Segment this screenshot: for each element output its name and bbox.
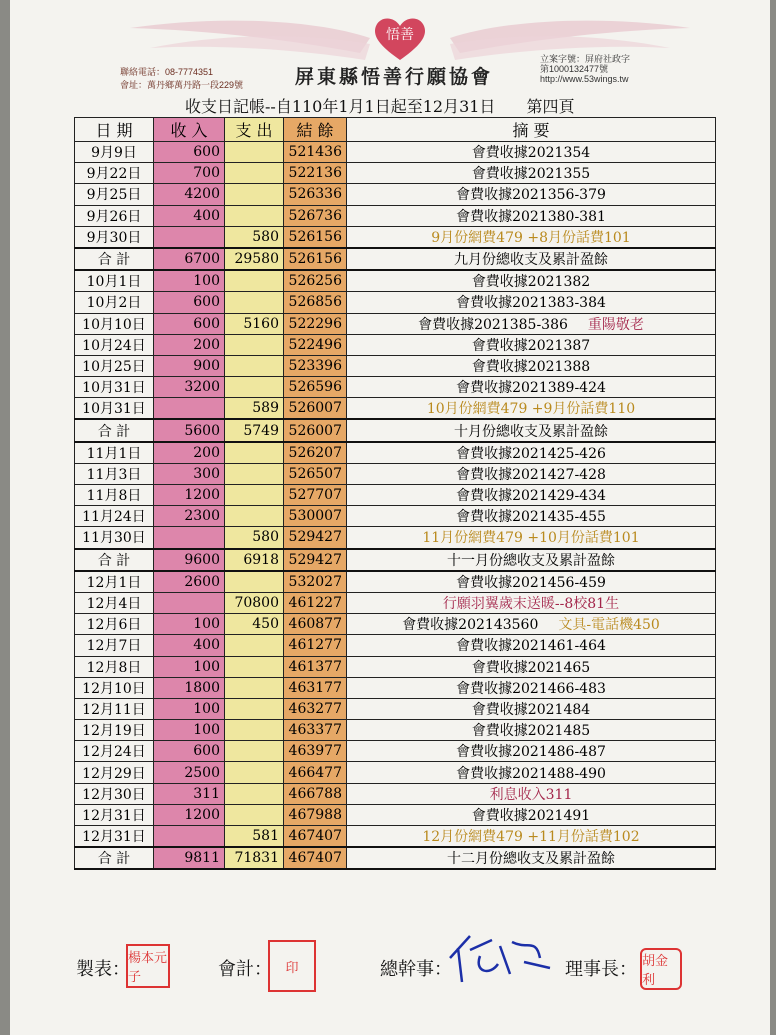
cell-date: 10月24日	[75, 334, 154, 355]
cell-memo	[347, 226, 716, 248]
cell-memo	[347, 762, 716, 783]
cell-balance: 526507	[284, 463, 347, 484]
cell-income: 600	[154, 142, 225, 163]
cell-income: 400	[154, 205, 225, 226]
accountant-label: 會計：	[218, 959, 272, 980]
logo-text: 悟善	[386, 27, 414, 43]
table-row	[75, 804, 716, 825]
cell-memo	[347, 826, 716, 848]
cell-income: 4200	[154, 184, 225, 205]
memo-note: 文具-電話機450	[558, 617, 660, 634]
ledger-table	[74, 117, 716, 870]
cell-balance: 532027	[284, 571, 347, 593]
cell-income: 600	[154, 313, 225, 334]
cell-date: 9月25日	[75, 184, 154, 205]
cell-date: 12月11日	[75, 698, 154, 719]
memo-text: 會費收據2021456-459	[456, 574, 606, 591]
cell-memo	[347, 419, 716, 441]
cell-income: 2500	[154, 762, 225, 783]
cell-expense: 581	[225, 826, 284, 848]
cell-balance: 527707	[284, 485, 347, 506]
cell-balance: 526156	[284, 248, 347, 270]
cell-expense: 6918	[225, 549, 284, 571]
contact-info	[120, 66, 243, 92]
cell-balance: 526007	[284, 419, 347, 441]
cell-date: 12月4日	[75, 592, 154, 613]
memo-text: 會費收據2021427-428	[456, 466, 606, 483]
cell-memo	[347, 163, 716, 184]
cell-balance: 522496	[284, 334, 347, 355]
cell-expense: 70800	[225, 592, 284, 613]
cell-date: 12月29日	[75, 762, 154, 783]
cell-date: 12月6日	[75, 614, 154, 635]
cell-date: 12月30日	[75, 783, 154, 804]
cell-date: 10月2日	[75, 292, 154, 313]
memo-text: 會費收據2021389-424	[456, 380, 606, 397]
cell-memo	[347, 635, 716, 656]
cell-memo	[347, 377, 716, 398]
cell-memo	[347, 847, 716, 869]
preparer-label: 製表：	[76, 959, 130, 980]
memo-text: 10月份網費479 +9月份話費110	[426, 401, 636, 418]
memo-text: 9月份網費479 +8月份話費101	[431, 229, 631, 246]
cell-income: 200	[154, 442, 225, 464]
memo-text: 會費收據2021383-384	[456, 295, 606, 312]
cell-memo	[347, 355, 716, 376]
table-row	[75, 506, 716, 527]
table-row	[75, 377, 716, 398]
header-balance: 結 餘	[284, 118, 347, 142]
cell-memo	[347, 656, 716, 677]
memo-text: 會費收據2021435-455	[456, 509, 606, 526]
table-row	[75, 527, 716, 549]
total-row	[75, 847, 716, 869]
cell-balance: 463977	[284, 741, 347, 762]
cell-memo	[347, 720, 716, 741]
cell-income: 1200	[154, 485, 225, 506]
cell-memo	[347, 270, 716, 292]
cell-expense	[225, 720, 284, 741]
memo-text: 會費收據2021382	[471, 274, 591, 291]
cell-balance: 526856	[284, 292, 347, 313]
cell-expense	[225, 355, 284, 376]
cell-balance: 467988	[284, 804, 347, 825]
cell-date: 12月31日	[75, 826, 154, 848]
cell-income	[154, 226, 225, 248]
cell-memo	[347, 184, 716, 205]
cell-memo	[347, 506, 716, 527]
cell-expense	[225, 463, 284, 484]
cell-memo	[347, 527, 716, 549]
cell-income: 3200	[154, 377, 225, 398]
table-row	[75, 355, 716, 376]
cell-date: 12月7日	[75, 635, 154, 656]
cell-income: 2300	[154, 506, 225, 527]
page-number: 第四頁	[526, 97, 575, 116]
cell-balance: 530007	[284, 506, 347, 527]
cell-expense	[225, 571, 284, 593]
cell-income: 100	[154, 614, 225, 635]
cell-expense	[225, 163, 284, 184]
table-row	[75, 783, 716, 804]
table-row	[75, 677, 716, 698]
chairman-label: 理事長：	[565, 959, 637, 980]
cell-expense	[225, 698, 284, 719]
cell-date: 合 計	[75, 549, 154, 571]
cell-expense	[225, 485, 284, 506]
table-row	[75, 485, 716, 506]
cell-expense	[225, 677, 284, 698]
cell-income: 100	[154, 698, 225, 719]
memo-text: 會費收據202143560	[402, 617, 539, 634]
memo-text: 會費收據2021380-381	[456, 208, 606, 225]
cell-balance: 526336	[284, 184, 347, 205]
cell-date: 合 計	[75, 847, 154, 869]
cell-memo	[347, 463, 716, 484]
table-row	[75, 184, 716, 205]
reg-line1: 立案字號：屏府社政字	[540, 54, 631, 64]
memo-text: 會費收據2021484	[471, 701, 591, 718]
cell-balance: 521436	[284, 142, 347, 163]
cell-income: 6700	[154, 248, 225, 270]
cell-date: 10月25日	[75, 355, 154, 376]
cell-income	[154, 527, 225, 549]
cell-income: 9600	[154, 549, 225, 571]
memo-text: 會費收據2021429-434	[456, 488, 606, 505]
cell-memo	[347, 614, 716, 635]
table-row	[75, 741, 716, 762]
cell-date: 12月24日	[75, 741, 154, 762]
cell-balance: 466477	[284, 762, 347, 783]
cell-date: 合 計	[75, 419, 154, 441]
cell-income: 100	[154, 656, 225, 677]
cell-memo	[347, 313, 716, 334]
address: 會址：萬丹鄉萬丹路一段229號	[120, 80, 244, 90]
cell-memo	[347, 248, 716, 270]
cell-expense	[225, 184, 284, 205]
org-name: 屏東縣悟善行願協會	[295, 66, 494, 88]
cell-income: 200	[154, 334, 225, 355]
cell-income	[154, 592, 225, 613]
cell-memo	[347, 142, 716, 163]
cell-expense: 580	[225, 527, 284, 549]
cell-expense	[225, 142, 284, 163]
cell-memo	[347, 571, 716, 593]
cell-expense	[225, 762, 284, 783]
cell-expense	[225, 783, 284, 804]
phone: 聯絡電話：08-7774351	[120, 67, 214, 77]
cell-balance: 526156	[284, 226, 347, 248]
memo-text: 會費收據2021486-487	[456, 744, 606, 761]
cell-memo	[347, 442, 716, 464]
cell-date: 11月3日	[75, 463, 154, 484]
cell-date: 12月10日	[75, 677, 154, 698]
cell-memo	[347, 205, 716, 226]
cell-income: 900	[154, 355, 225, 376]
header-memo: 摘 要	[347, 118, 716, 142]
memo-text: 會費收據2021461-464	[456, 638, 606, 655]
cell-income: 1200	[154, 804, 225, 825]
memo-text: 會費收據2021485	[471, 723, 591, 740]
cell-expense	[225, 377, 284, 398]
memo-text: 會費收據2021491	[471, 807, 591, 824]
cell-balance: 522136	[284, 163, 347, 184]
reg-line2: 第1000132477號	[540, 64, 609, 74]
cell-expense	[225, 205, 284, 226]
cell-expense	[225, 804, 284, 825]
memo-text: 行願羽翼歲末送暖--8校81生	[442, 596, 620, 613]
cell-date: 10月1日	[75, 270, 154, 292]
total-row	[75, 549, 716, 571]
memo-text: 會費收據2021425-426	[456, 445, 606, 462]
memo-text: 會費收據2021465	[471, 659, 591, 676]
cell-balance: 523396	[284, 355, 347, 376]
cell-income: 700	[154, 163, 225, 184]
cell-balance: 463177	[284, 677, 347, 698]
memo-text: 會費收據2021388	[471, 358, 591, 375]
cell-income	[154, 826, 225, 848]
memo-text: 利息收入311	[489, 786, 573, 803]
table-row	[75, 205, 716, 226]
table-header	[75, 118, 716, 142]
cell-date: 9月26日	[75, 205, 154, 226]
total-row	[75, 248, 716, 270]
secretary-signature	[440, 928, 560, 984]
table-row	[75, 720, 716, 741]
cell-income: 9811	[154, 847, 225, 869]
registration-info	[540, 54, 630, 84]
table-row	[75, 163, 716, 184]
header-expense: 支 出	[225, 118, 284, 142]
cell-expense	[225, 506, 284, 527]
cell-income: 100	[154, 270, 225, 292]
cell-memo	[347, 677, 716, 698]
cell-income	[154, 398, 225, 420]
ledger-body	[75, 142, 716, 870]
cell-date: 10月31日	[75, 377, 154, 398]
cell-expense: 5749	[225, 419, 284, 441]
cell-date: 11月1日	[75, 442, 154, 464]
memo-text: 會費收據2021354	[471, 145, 591, 162]
cell-balance: 463277	[284, 698, 347, 719]
cell-date: 12月19日	[75, 720, 154, 741]
table-row	[75, 442, 716, 464]
cell-date: 11月30日	[75, 527, 154, 549]
cell-balance: 461227	[284, 592, 347, 613]
table-row	[75, 826, 716, 848]
table-row	[75, 592, 716, 613]
cell-memo	[347, 592, 716, 613]
cell-balance: 526736	[284, 205, 347, 226]
chairman-stamp: 胡金利	[640, 948, 682, 990]
cell-memo	[347, 398, 716, 420]
memo-note: 重陽敬老	[587, 316, 644, 333]
cell-expense: 450	[225, 614, 284, 635]
cell-expense: 29580	[225, 248, 284, 270]
table-row	[75, 635, 716, 656]
cell-expense: 5160	[225, 313, 284, 334]
cell-expense: 71831	[225, 847, 284, 869]
memo-text: 會費收據2021355	[471, 166, 591, 183]
cell-balance: 467407	[284, 847, 347, 869]
cell-date: 11月24日	[75, 506, 154, 527]
cell-date: 12月31日	[75, 804, 154, 825]
memo-text: 11月份網費479 +10月份話費101	[422, 530, 640, 547]
website-url: http://www.53wings.tw	[540, 74, 629, 84]
cell-balance: 466788	[284, 783, 347, 804]
cell-date: 11月8日	[75, 485, 154, 506]
cell-balance: 529427	[284, 549, 347, 571]
table-row	[75, 614, 716, 635]
header-income: 收 入	[154, 118, 225, 142]
table-row	[75, 398, 716, 420]
cell-memo	[347, 698, 716, 719]
memo-text: 十二月份總收支及累計盈餘	[447, 851, 615, 868]
cell-income: 300	[154, 463, 225, 484]
header-date: 日 期	[75, 118, 154, 142]
cell-balance: 461377	[284, 656, 347, 677]
cell-balance: 467407	[284, 826, 347, 848]
cell-expense	[225, 292, 284, 313]
total-row	[75, 419, 716, 441]
cell-memo	[347, 783, 716, 804]
cell-expense	[225, 741, 284, 762]
table-row	[75, 292, 716, 313]
cell-income: 5600	[154, 419, 225, 441]
cell-balance: 529427	[284, 527, 347, 549]
memo-text: 十一月份總收支及累計盈餘	[447, 552, 615, 569]
table-row	[75, 571, 716, 593]
table-row	[75, 656, 716, 677]
cell-balance: 526256	[284, 270, 347, 292]
cell-income: 600	[154, 741, 225, 762]
memo-text: 九月份總收支及累計盈餘	[454, 252, 608, 269]
cell-date: 12月1日	[75, 571, 154, 593]
cell-memo	[347, 741, 716, 762]
cell-income: 400	[154, 635, 225, 656]
cell-income: 600	[154, 292, 225, 313]
cell-balance: 461277	[284, 635, 347, 656]
cell-balance: 526596	[284, 377, 347, 398]
cell-date: 9月22日	[75, 163, 154, 184]
ledger-title: 收支日記帳--自110年1月1日起至12月31日	[185, 97, 496, 116]
table-row	[75, 270, 716, 292]
cell-date: 12月8日	[75, 656, 154, 677]
cell-expense	[225, 656, 284, 677]
cell-expense	[225, 270, 284, 292]
table-row	[75, 226, 716, 248]
cell-memo	[347, 334, 716, 355]
table-row	[75, 463, 716, 484]
cell-expense	[225, 334, 284, 355]
secretary-label: 總幹事：	[380, 959, 452, 980]
cell-balance: 526007	[284, 398, 347, 420]
accountant-stamp: 印	[268, 940, 316, 992]
table-row	[75, 142, 716, 163]
cell-expense: 580	[225, 226, 284, 248]
cell-date: 9月9日	[75, 142, 154, 163]
cell-date: 10月10日	[75, 313, 154, 334]
cell-date: 10月31日	[75, 398, 154, 420]
cell-memo	[347, 292, 716, 313]
table-row	[75, 698, 716, 719]
memo-text: 會費收據2021387	[471, 337, 591, 354]
cell-memo	[347, 549, 716, 571]
cell-memo	[347, 804, 716, 825]
cell-balance: 522296	[284, 313, 347, 334]
cell-balance: 460877	[284, 614, 347, 635]
cell-date: 9月30日	[75, 226, 154, 248]
ledger-title-row	[185, 94, 601, 117]
cell-balance: 463377	[284, 720, 347, 741]
table-row	[75, 313, 716, 334]
preparer-stamp: 楊本元子	[126, 944, 170, 988]
table-row	[75, 762, 716, 783]
cell-memo	[347, 485, 716, 506]
cell-income: 100	[154, 720, 225, 741]
memo-text: 會費收據2021385-386	[418, 316, 568, 333]
memo-text: 會費收據2021356-379	[456, 187, 606, 204]
cell-balance: 526207	[284, 442, 347, 464]
memo-text: 會費收據2021466-483	[456, 680, 606, 697]
cell-expense	[225, 442, 284, 464]
cell-income: 1800	[154, 677, 225, 698]
cell-expense	[225, 635, 284, 656]
memo-text: 會費收據2021488-490	[456, 765, 606, 782]
cell-date: 合 計	[75, 248, 154, 270]
cell-income: 2600	[154, 571, 225, 593]
table-row	[75, 334, 716, 355]
cell-expense: 589	[225, 398, 284, 420]
memo-text: 十月份總收支及累計盈餘	[454, 423, 608, 440]
cell-income: 311	[154, 783, 225, 804]
memo-text: 12月份網費479 +11月份話費102	[422, 829, 640, 846]
